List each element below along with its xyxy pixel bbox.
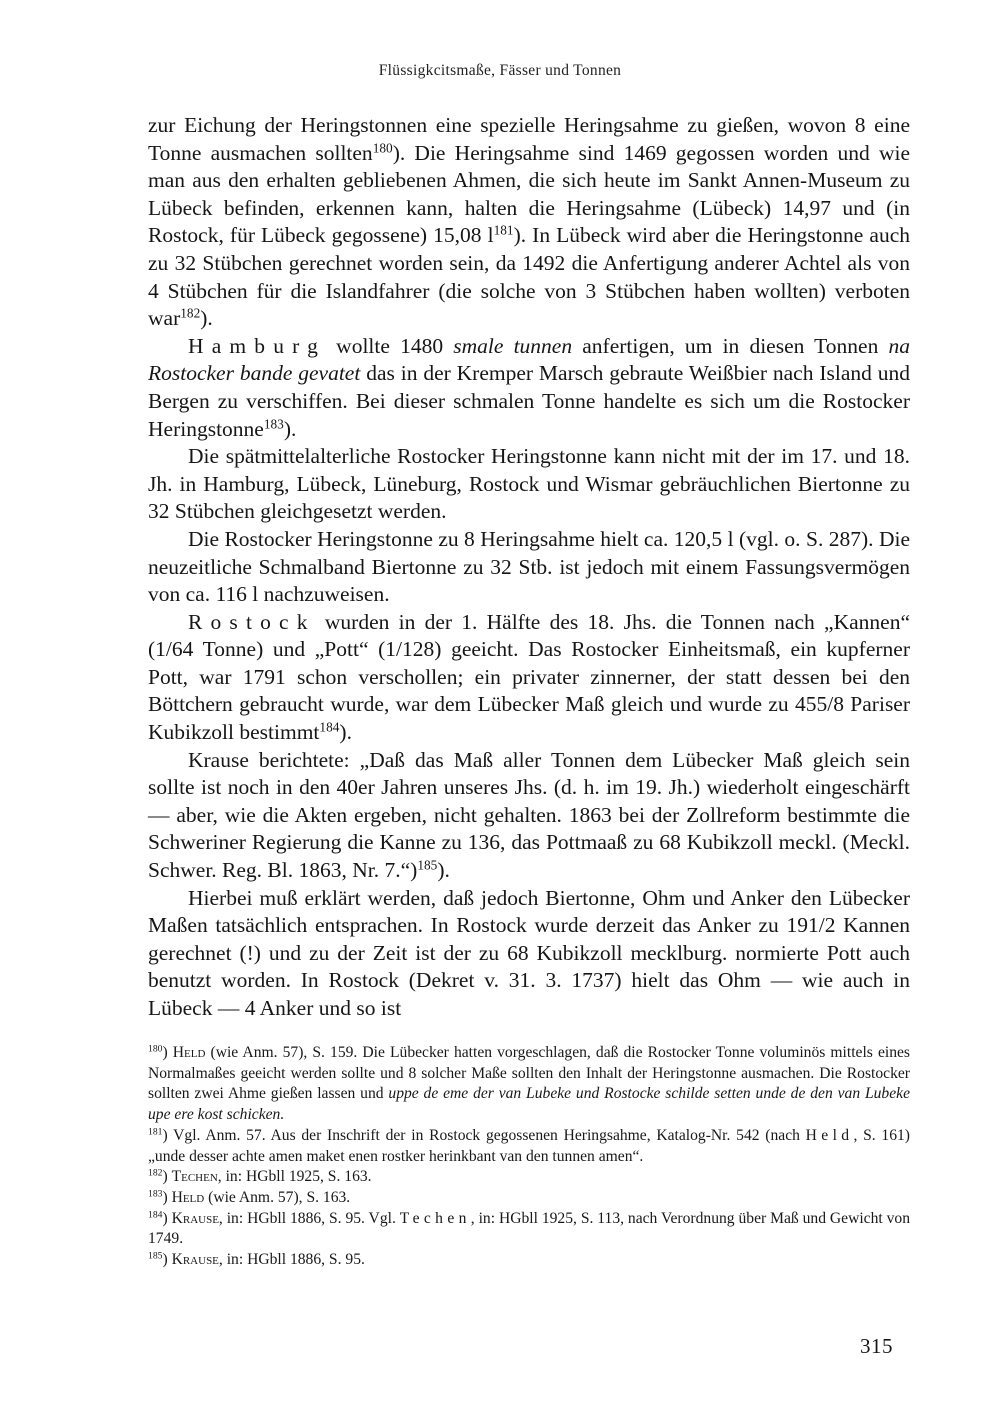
footnote-ref-180[interactable]: 180	[372, 140, 393, 156]
author-name: Techen	[399, 1209, 471, 1227]
paragraph-1: zur Eichung der Heringstonnen eine spezielle Heringsahme zu gießen, wovon 8 eine Tonne ausmachen sollten$^{180}$). Die Heringsahme sind 1469 gegossen worden und wie man aus den erhalten gebliebenen Ahmen, die sich heute im Sankt Annen-Museum zu Lübeck befinden, erkennen kann, halten die Heringsahme (Lübeck) 14,97 und (in Rostock, für Lübeck gegossene) 15,08 $l^{181}$). In Lübeck wird aber die Heringstonne auch zu 32 Stübchen gerechnet worden sein, da 1492 die Anfertigung anderer Achtel als von 4 Stübchen für die Islandfahrer (die solche von 3 Stübchen haben wollten) verboten war$^{182}$).	[148, 113, 910, 331]
footnote-number: 184	[148, 1209, 163, 1221]
author-name: Held	[172, 1044, 206, 1061]
running-head: Flüssigkcitsmaße, Fässer und Tonnen	[378, 62, 622, 79]
paragraph-5: Rostock wurden in der 1. Hälfte des 18. Jhs. die Tonnen nach „Kannen“ (1/64 Tonne) und „Pott“ (1/128) geeicht. Das Rostocker Einheitsmaß, ein kupferner Pott, war 1791 schon verschollen; ein privater zinnerner, der statt dessen bei den Böttchern gebraucht wurde, war dem Lübecker Maß gleich und wurde zu 455/8 Pariser Kubikzoll bestimmt$^{184}$).	[148, 609, 911, 745]
footnote-184: $^{184}$) Krause, in: HGbll 1886, S. 95. Vgl. Techen, in: HGbll 1925, S. 113, nach Verordnung über Maß und Gewicht von 1749.	[148, 1209, 911, 1248]
author-name: Held	[171, 1188, 205, 1206]
place-name-hamburg: Hamburg	[188, 333, 327, 358]
footnote-number: 181	[148, 1126, 163, 1138]
place-name-rostock: Rostock	[188, 609, 316, 634]
footnote-number: 183	[148, 1188, 163, 1200]
footnote-ref-183[interactable]: 183	[263, 416, 284, 432]
footnote-number: 180	[148, 1043, 163, 1055]
fraction: 1/64	[155, 637, 194, 662]
fraction: 1/2	[807, 913, 836, 938]
footnote-181: $^{181}$) Vgl. Anm. 57. Aus der Inschrift der in Rostock gegossenen Heringsahme, Katalog-Nr. 542 (nach Held, S. 161) „unde desser achte amen maket enen rostker herinkbant van den tunnen amen“.	[148, 1126, 910, 1165]
main-text	[148, 112, 910, 1023]
paragraph-6: Krause berichtete: „Daß das Maß aller Tonnen dem Lübecker Maß gleich sein sollte ist noch in den 40er Jahren unseres Jhs. (d. h. im 19. Jh.) wiederholt eingeschärft — aber, wie die Akten ergeben, nicht gehalten. 1863 bei der Zollreform bestimmte die Schweriner Regierung die Kanne zu 136, das Pottmaaß zu 68 Kubikzoll meckl. (Meckl. Schwer. Reg. Bl. 1863, Nr. 7.“)$^{185}$).	[148, 747, 910, 883]
footnotes	[148, 1043, 910, 1271]
footnote-ref-185[interactable]: 185	[417, 857, 438, 873]
author-name: Krause	[171, 1251, 219, 1269]
footnote-183: $^{183}$) Held (wie Anm. 57), S. 163.	[148, 1188, 351, 1206]
footnote-ref-182[interactable]: 182	[180, 305, 201, 321]
fraction: 5/8	[816, 692, 844, 717]
footnote-number: 185	[148, 1250, 163, 1262]
author-name: Techen	[171, 1168, 218, 1186]
footnote-185: $^{185}$) Krause, in: HGbll 1886, S. 95.	[148, 1250, 365, 1269]
paragraph-3: Die spätmittelalterliche Rostocker Heringstonne kann nicht mit der im 17. und 18. Jh. in Hamburg, Lübeck, Lüneburg, Rostock und Wismar gebräuchlichen Biertonne zu 32 Stübchen gleichgesetzt werden.	[148, 444, 910, 524]
paragraph-2: Hamburg wollte 1480 smale tunnen anfertigen, um in diesen Tonnen na Rostocker bande gevatet das in der Kremper Marsch gebraute Weißbier nach Island und Bergen zu verschiffen. Bei dieser schmalen Tonne handelte es sich um die Rostocker Heringstonne$^{183}$).	[148, 333, 910, 441]
fraction: 1/128	[385, 637, 435, 662]
footnote-180: $^{180}$) Held (wie Anm. 57), S. 159. Die Lübecker hatten vorgeschlagen, daß die Rostocker Tonne voluminös mittels eines Normalmaßes geeicht werden sollte und 8 solcher Maße sollten den Inhalt der Heringstonne ausmachen. Die Rostocker sollten zwei Ahme gießen lassen und uppe de eme der van Lubeke und Rostocke schilde setten unde de den van Lubeke upe ere kost schicken.	[148, 1043, 910, 1124]
footnote-ref-184[interactable]: 184	[319, 719, 340, 735]
paragraph-7: Hierbei muß erklärt werden, daß jedoch Biertonne, Ohm und Anker den Lübecker Maßen tatsächlich entsprachen. In Rostock wurde derzeit das Anker zu 191/2 Kannen gerechnet (!) und zu der Zeit ist der zu 68 Kubikzoll mecklburg. normierte Pott auch benutzt worden. In Rostock (Dekret v. 31. 3. 1737) hielt das Ohm — wie auch in Lübeck — 4 Anker und so ist	[148, 885, 910, 1020]
footnote-ref-181[interactable]: 181	[493, 223, 514, 239]
author-name: Held	[805, 1126, 854, 1144]
footnote-number: 182	[148, 1167, 163, 1179]
author-name: Krause	[171, 1209, 219, 1227]
footnote-182: $^{182}$) Techen, in: HGbll 1925, S. 163.	[148, 1167, 372, 1186]
paragraph-4: Die Rostocker Heringstonne zu 8 Heringsahme hielt ca. 120,5 l (vgl. o. S. 287). Die neuzeitliche Schmalband Biertonne zu 32 Stb. ist jedoch mit einem Fassungsvermögen von ca. 116 l nachzuweisen.	[148, 526, 910, 607]
page-number: 315	[860, 1334, 893, 1358]
